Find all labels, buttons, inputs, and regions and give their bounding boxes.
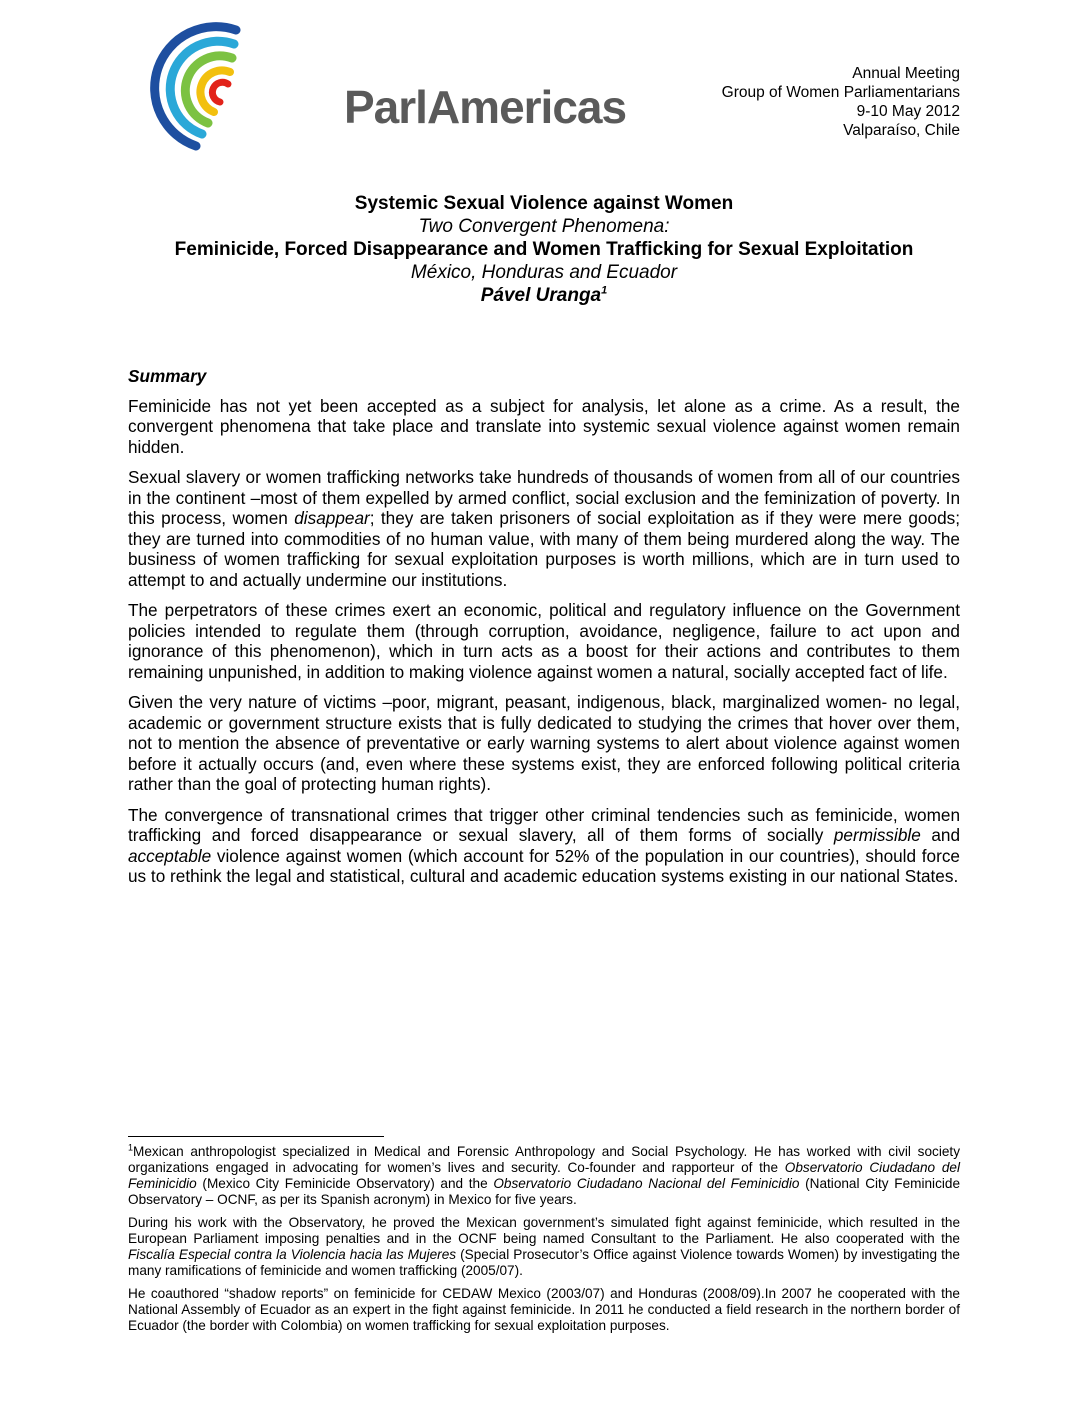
meeting-dates: 9-10 May 2012 [856,103,960,120]
footnote-1 [128,1144,960,1208]
meeting-name: Annual Meeting [852,65,960,82]
summary-section [128,366,960,897]
footnote-text: (National City Feminicide Observatory – OCNF, as per its Spanish acronym) in Mexico for five years. [128,1176,961,1207]
logo-wordmark: ParlAmericas [344,81,627,133]
footnote-paragraph-2 [128,1215,960,1279]
footnote-emphasis: Fiscalía Especial contra la Violencia hacia las Mujeres [128,1247,457,1262]
meeting-group: Group of Women Parliamentarians [721,84,960,101]
footnote-text: (Mexico City Feminicide Observatory) and the [196,1176,494,1191]
footnotes-section [128,1144,960,1341]
emphasis-text: permissible [833,825,921,845]
footnote-text: Mexican anthropologist specialized in Medical and Forensic Anthropology and Social Psychology. He has worked with civil society organizations engaged in advocating for women’s lives and security. Co-founder and rapporteur of the [128,1144,960,1175]
title-block [0,192,1088,307]
summary-paragraph-5 [128,805,960,887]
footnote-marker: 1 [128,1142,134,1153]
footnote-emphasis: Observatorio Ciudadano del Feminicidio [128,1160,960,1191]
meeting-info [722,64,960,140]
summary-paragraph-2 [128,467,960,590]
paragraph-text: Sexual slavery or women trafficking networks take hundreds of thousands of women from all of our countries in the continent –most of them expelled by armed conflict, social exclusion and the feminization of poverty. In this process, women [128,467,960,528]
footnote-text: (Special Prosecutor’s Office against Violence towards Women) by investigating the many ramifications of feminicide and women trafficking (2005/07). [128,1247,960,1278]
parlamericas-logo [138,22,627,152]
meeting-location: Valparaíso, Chile [843,122,960,139]
author-name: Pável Uranga [480,285,602,306]
paragraph-text: The convergence of transnational crimes that trigger other criminal tendencies such as feminicide, women trafficking and forced disappearance or sexual slavery, all of them forms of socially [128,804,960,845]
footnote-paragraph-3: He coauthored “shadow reports” on feminicide for CEDAW Mexico (2003/07) and Honduras (2008/09).In 2007 he cooperated with the National Assembly of Ecuador as an expert in the fight against feminicide. In 2011 he conducted a field research in the northern border of Ecuador (the border with Colombia) on women trafficking for sexual exploitation purposes. [128,1286,960,1333]
paragraph-text: ; they are taken prisoners of social exploitation as if they were mere goods; they are turned into commodities of no human value, with many of them being murdered along the way. The business of women trafficking for sexual exploitation purposes is worth millions, which are in turn used to attempt to and actually undermine our institutions. [128,508,960,590]
document-author [0,284,1088,307]
summary-heading: Summary [128,366,207,386]
emphasis-text: acceptable [128,845,212,866]
emphasis-text: disappear [294,508,370,528]
summary-paragraph-3: The perpetrators of these crimes exert an economic, political and regulatory influence on the Government policies intended to regulate them (through corruption, avoidance, negligence, failure to act upon and ignorance of this phenomenon), which in turn acts as a boost for their actions and contributes to them remaining unpunished, in addition to making violence against women a natural, socially accepted fact of life. [128,600,960,682]
document-subtitle: Two Convergent Phenomena: [418,216,670,237]
footnote-emphasis: Observatorio Ciudadano Nacional del Feminicidio [493,1176,800,1191]
footnote-text: During his work with the Observatory, he proved the Mexican government’s simulated fight against feminicide, which resulted in the European Parliament imposing penalties and in the OCNF being named Consultant to the Parliament. He also cooperated with the [128,1215,960,1246]
document-title: Systemic Sexual Violence against Women [354,193,734,214]
summary-paragraph-4: Given the very nature of victims –poor, migrant, peasant, indigenous, black, marginalized women- no legal, academic or government structure exists that is fully dedicated to studying the crimes that hover over them, not to mention the absence of preventative or early warning systems to alert about violence against women before it actually occurs (and, even where these systems exist, they are enforced following political criteria rather than the goal of protecting human rights). [128,692,960,794]
footnote-separator [128,1136,384,1137]
paragraph-text: and [920,825,961,845]
author-footnote-ref: 1 [601,284,608,297]
summary-paragraph-1: Feminicide has not yet been accepted as a subject for analysis, let alone as a crime. As a result, the convergent phenomena that take place and translate into systemic sexual violence against women remain hidden. [128,395,960,457]
paragraph-text: violence against women (which account for 52% of the population in our countries), should force us to rethink the legal and statistical, cultural and academic education systems existing in our national States. [128,845,960,886]
logo-arcs-icon [138,22,268,152]
document-countries: México, Honduras and Ecuador [410,262,678,283]
document-topic: Feminicide, Forced Disappearance and Women Trafficking for Sexual Exploitation [174,239,914,260]
